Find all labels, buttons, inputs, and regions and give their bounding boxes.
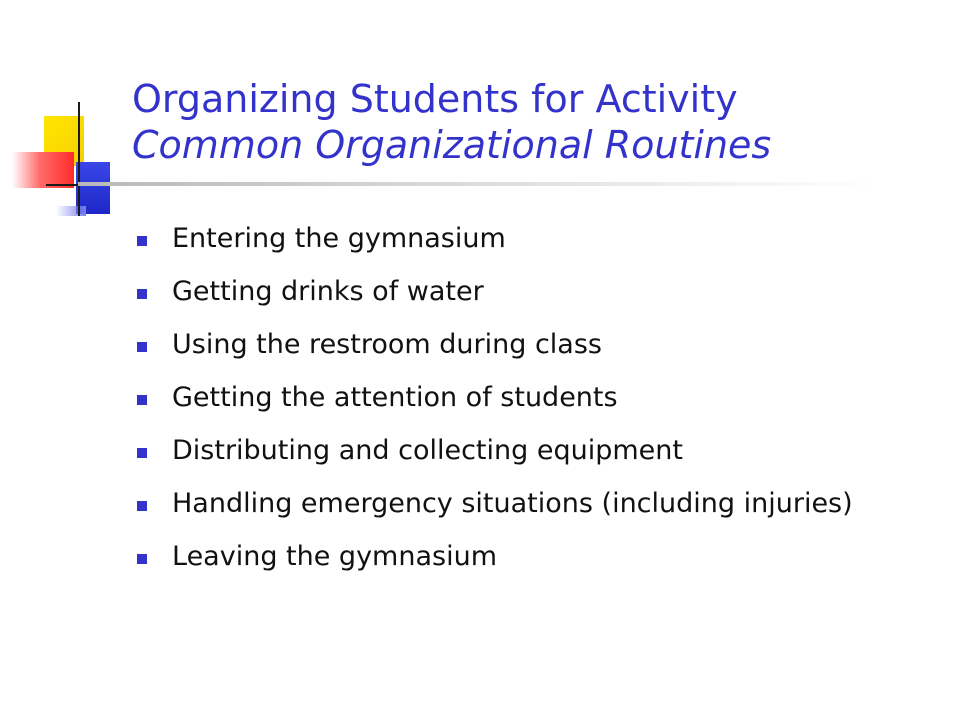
bullet-square-icon bbox=[137, 342, 147, 352]
list-item-text: Entering the gymnasium bbox=[172, 223, 506, 254]
list-item-text: Handling emergency situations (including injuries) bbox=[172, 488, 853, 519]
list-item bbox=[134, 434, 894, 468]
title-divider bbox=[78, 182, 878, 186]
list-item-text: Getting drinks of water bbox=[172, 276, 484, 307]
logo-blue-fade bbox=[56, 206, 86, 216]
list-item bbox=[134, 222, 894, 256]
list-item-text: Getting the attention of students bbox=[172, 382, 618, 413]
bullet-square-icon bbox=[137, 236, 147, 246]
bullet-square-icon bbox=[137, 289, 147, 299]
title-main: Organizing Students for Activity bbox=[132, 77, 738, 121]
bullet-square-icon bbox=[137, 501, 147, 511]
title-subtitle: Common Organizational Routines bbox=[132, 123, 772, 167]
list-item bbox=[134, 540, 894, 574]
logo-vertical-line bbox=[78, 102, 80, 216]
bullet-list bbox=[134, 222, 894, 593]
slide-logo bbox=[0, 0, 140, 230]
list-item bbox=[134, 487, 894, 521]
bullet-square-icon bbox=[137, 448, 147, 458]
list-item-text: Distributing and collecting equipment bbox=[172, 435, 683, 466]
logo-red-square bbox=[12, 152, 74, 188]
list-item bbox=[134, 275, 894, 309]
list-item-text: Leaving the gymnasium bbox=[172, 541, 497, 572]
list-item bbox=[134, 381, 894, 415]
list-item bbox=[134, 328, 894, 362]
list-item-text: Using the restroom during class bbox=[172, 329, 602, 360]
bullet-square-icon bbox=[137, 554, 147, 564]
bullet-square-icon bbox=[137, 395, 147, 405]
slide-title bbox=[132, 76, 912, 168]
